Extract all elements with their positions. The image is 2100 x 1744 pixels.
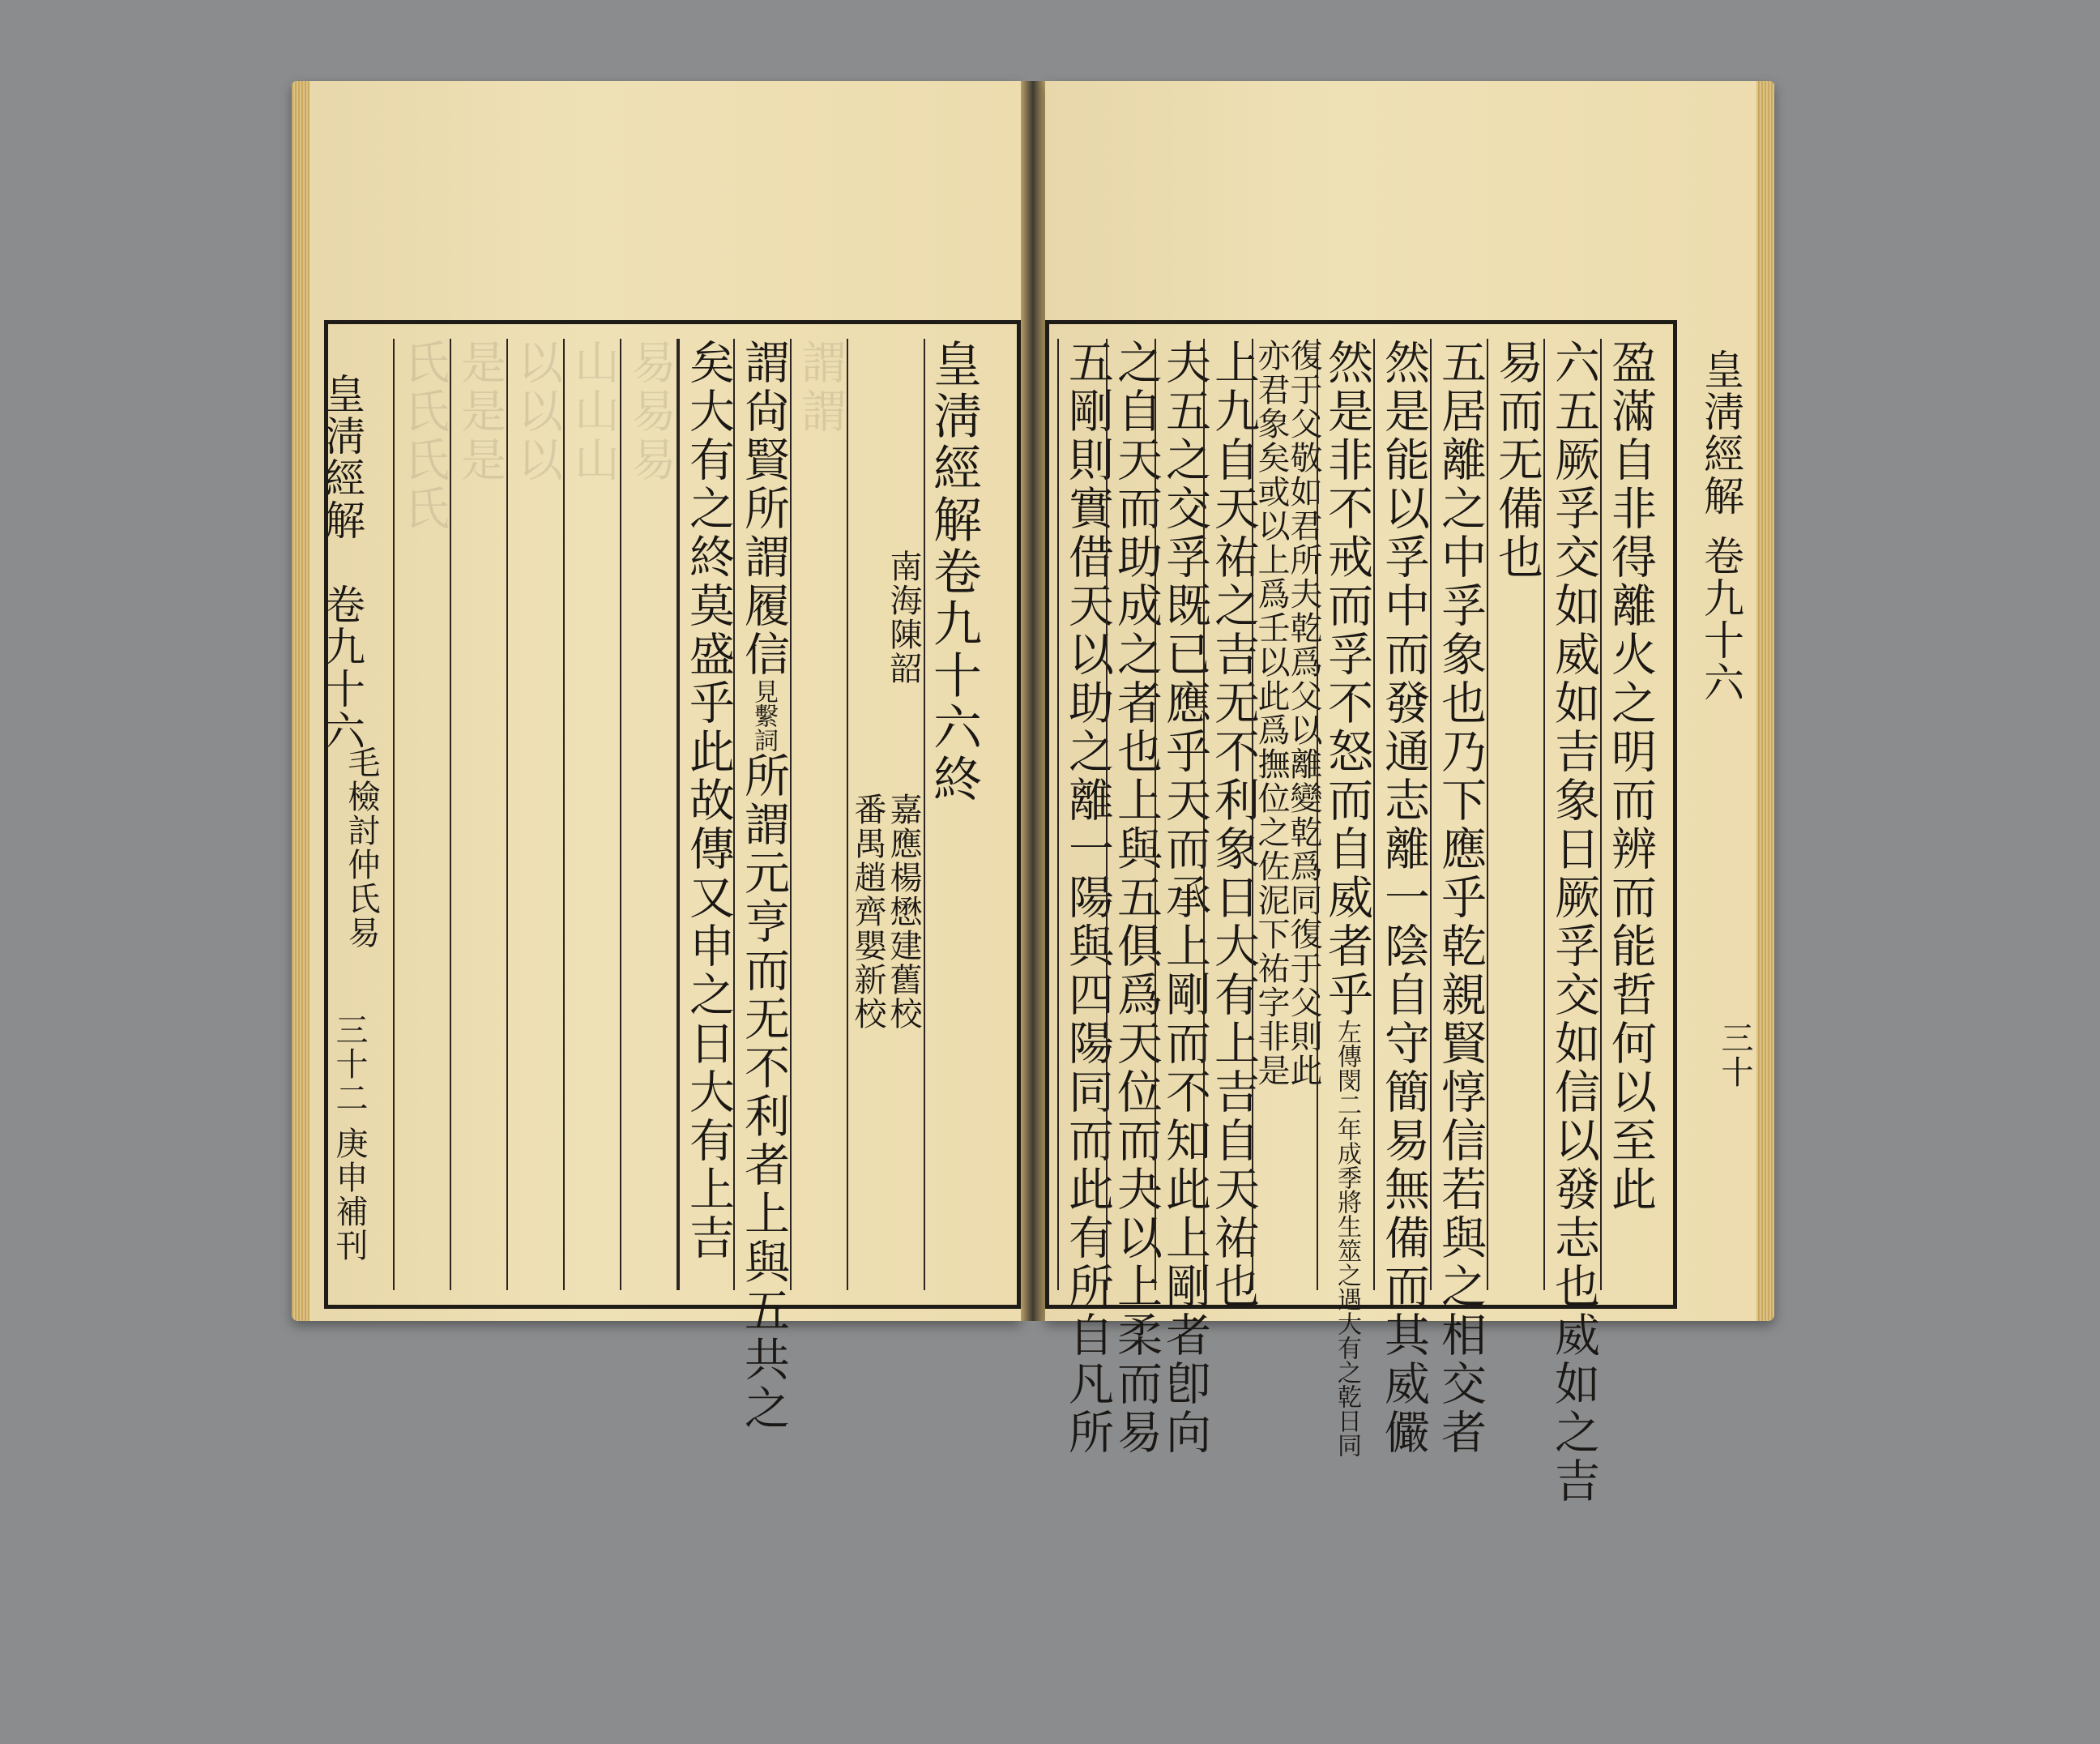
bleed-column: 山山山 xyxy=(563,339,621,1290)
left-text-frame xyxy=(324,320,1021,1433)
text-column-9: 上九自天祐之吉无不利象日大有上吉自天祐也 xyxy=(1203,339,1261,1290)
note-column-group xyxy=(1252,339,1322,1290)
right-margin-volume: 卷九十六 xyxy=(1697,535,1744,703)
right-margin-title: 皇淸經解 xyxy=(1697,348,1744,517)
left-margin-title: 皇淸經解 xyxy=(318,373,365,541)
text-column-1 xyxy=(733,339,792,1433)
right-page xyxy=(1045,81,1774,1506)
right-margin-page: 三十 xyxy=(1716,1021,1753,1089)
inline-note: 左傳閔二年成季將生筮之遇大有之乾日同 xyxy=(1333,1019,1361,1457)
volume-end-title: 皇淸經解卷九十六終 xyxy=(924,339,982,1290)
open-book xyxy=(292,81,1774,1506)
text-line-continuation: 所謂元亨而无不利者上與五共之 xyxy=(737,752,790,1433)
text-line: 謂尙賢所謂履信 xyxy=(737,339,790,679)
text-column-4: 五居離之中孚象也乃下應乎乾親賢惇信若與之相交者 xyxy=(1430,339,1488,1290)
text-line: 矣大有之終莫盛乎此故傳又申之日大有上吉 xyxy=(682,339,735,1263)
editor-note-1: 嘉應楊懋建舊校 xyxy=(885,793,922,1031)
text-column-1: 盈滿自非得離火之明而辨而能哲何以至此 xyxy=(1600,339,1658,1290)
text-column-3: 易而无備也 xyxy=(1487,339,1545,1290)
note-line-a: 復于父敬如君所夫乾爲父以離變乾爲同復于父則此 xyxy=(1285,339,1322,1088)
left-margin-author: 毛檢討仲氏易 xyxy=(343,746,380,950)
bleed-column: 易易易 xyxy=(620,339,678,1290)
text-column-2: 六五厥孚交如威如吉象日厥孚交如信以發志也威如之吉 xyxy=(1543,339,1602,1290)
bleed-column: 是是是 xyxy=(450,339,508,1290)
right-text-frame xyxy=(1045,320,1677,1506)
left-margin-publisher: 庚申補刊 xyxy=(331,1126,368,1263)
text-column-10: 夫五之交孚既已應乎天而承上剛而不知此上剛者卽向 xyxy=(1155,339,1213,1290)
text-column-2 xyxy=(677,339,736,1290)
left-margin-volume: 卷九十六 xyxy=(318,583,365,752)
page-edge-right xyxy=(1756,81,1774,1321)
page-edge-left xyxy=(292,81,309,1321)
text-column-6 xyxy=(1317,339,1375,1457)
left-margin-page: 三十二 xyxy=(331,1013,368,1115)
editor-column-group xyxy=(847,339,921,1290)
editor-name: 南海陳韶 xyxy=(885,549,922,686)
inline-note: 見繫詞 xyxy=(749,679,778,752)
editor-note-2: 番禺趙齊嬰新校 xyxy=(849,793,886,1031)
bleed-column: 謂謂 xyxy=(790,339,848,1290)
bleed-column: 氏氏氏氏 xyxy=(393,339,451,1290)
text-column-11: 之自天而助成之者也上與五俱爲天位而夬以上柔而易 xyxy=(1106,339,1164,1290)
text-column-5: 然是能以孚中而發通志離一陰自守簡易無備而其威儼 xyxy=(1373,339,1432,1290)
left-page xyxy=(292,81,1021,1433)
bleed-column: 以以以 xyxy=(506,339,565,1290)
note-line-b: 亦君象矣或以上爲壬以此爲撫位之佐泥下祐字非是 xyxy=(1253,339,1290,1088)
book-gutter xyxy=(1021,81,1045,1321)
text-line: 然是非不戒而孚不怒而自威者乎 xyxy=(1321,339,1373,1019)
text-column-12: 五剛則實借天以助之離一陽與四陽同而此有所自凡所 xyxy=(1057,339,1116,1290)
